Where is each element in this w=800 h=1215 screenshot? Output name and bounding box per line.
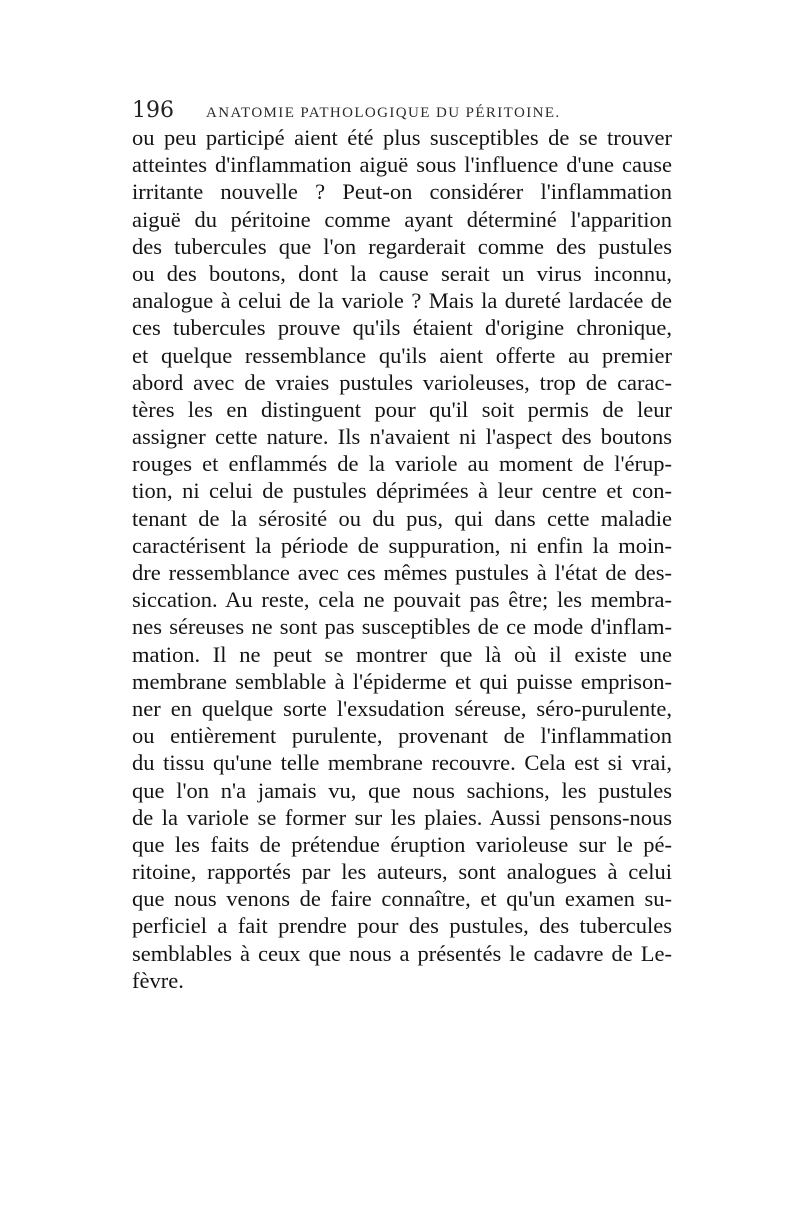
running-head: ANATOMIE PATHOLOGIQUE DU PÉRITOINE. [206,105,561,121]
text-line: siccation. Au reste, cela ne pouvait pas être; les membra- [132,587,672,613]
text-line: caractérisent la période de suppuration, ni enfin la moin- [132,532,672,558]
text-line: et quelque ressemblance qu'ils aient offerte au premier [132,342,672,368]
text-line: tenant de la sérosité ou du pus, qui dans cette maladie [132,505,672,531]
text-line: atteintes d'inflammation aiguë sous l'influence d'une cause [132,152,672,178]
text-line: nes séreuses ne sont pas susceptibles de ce mode d'inflam- [132,614,672,640]
text-line: semblables à ceux que nous a présentés le cadavre de Le- [132,940,672,966]
text-line: assigner cette nature. Ils n'avaient ni l'aspect des boutons [132,424,672,450]
text-line: ou peu participé aient été plus susceptibles de se trouver [132,125,672,150]
text-line: ner en quelque sorte l'exsudation séreuse, séro-purulente, [132,695,672,721]
text-line: ou des boutons, dont la cause serait un virus inconnu, [132,260,672,286]
text-line: de la variole se former sur les plaies. Aussi pensons-nous [132,804,672,830]
text-line: perficiel a fait prendre pour des pustules, des tubercules [132,913,672,939]
text-line: que nous venons de faire connaître, et qu'un examen su- [132,886,672,912]
text-line: ou entièrement purulente, provenant de l'inflammation [132,723,672,749]
text-line: que les faits de prétendue éruption varioleuse sur le pé- [132,831,672,857]
page-number: 196 [132,98,174,123]
text-line: ces tubercules prouve qu'ils étaient d'origine chronique, [132,315,672,341]
text-line-last: fèvre. [132,967,184,993]
body-text [132,124,672,994]
text-line: irritante nouvelle ? Peut-on considérer l'inflammation [132,179,672,205]
text-line: tères les en distinguent pour qu'il soit permis de leur [132,396,672,422]
text-line: abord avec de vraies pustules varioleuses, trop de carac- [132,369,672,395]
text-line: aiguë du péritoine comme ayant déterminé l'apparition [132,206,672,232]
text-line: du tissu qu'une telle membrane recouvre. Cela est si vrai, [132,750,672,776]
text-line: dre ressemblance avec ces mêmes pustules à l'état de des- [132,560,672,585]
text-line: ritoine, rapportés par les auteurs, sont analogues à celui [132,859,672,885]
text-line: analogue à celui de la variole ? Mais la dureté lardacée de [132,288,672,314]
text-line: membrane semblable à l'épiderme et qui puisse emprison- [132,668,672,694]
text-line: tion, ni celui de pustules déprimées à leur centre et con- [132,478,672,504]
text-line: que l'on n'a jamais vu, que nous sachions, les pustules [132,777,672,803]
text-line: des tubercules que l'on regarderait comme des pustules [132,233,672,259]
text-line: rouges et enflammés de la variole au moment de l'érup- [132,451,672,477]
text-line: mation. Il ne peut se montrer que là où il existe une [132,641,672,667]
